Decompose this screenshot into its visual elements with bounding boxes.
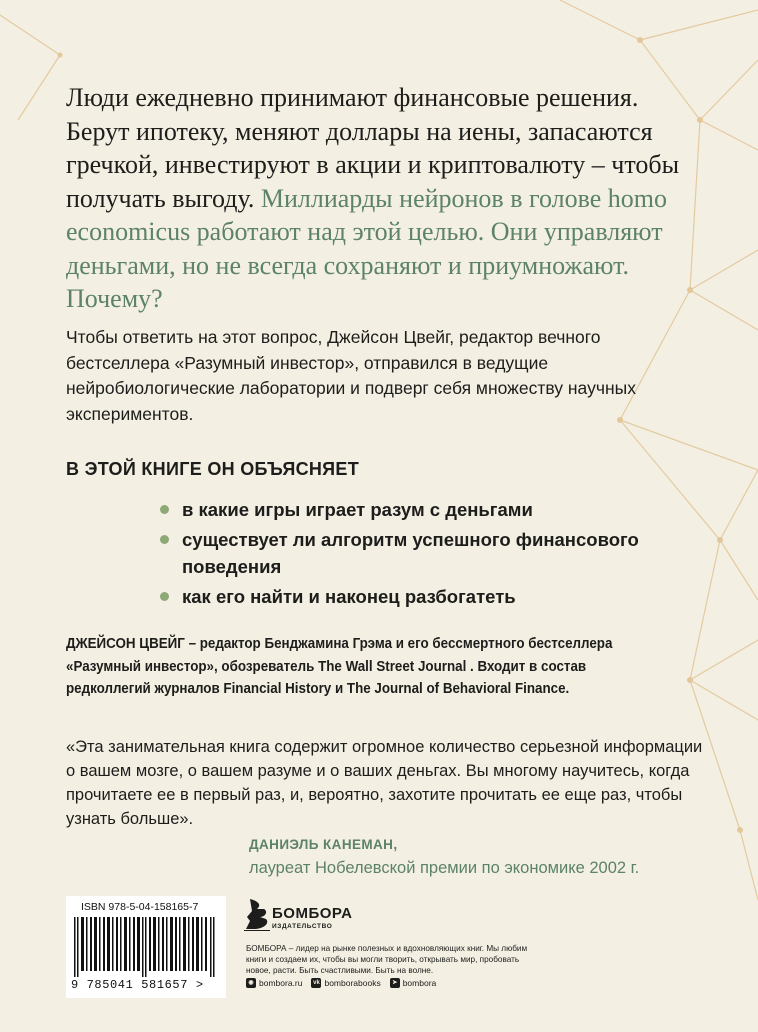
social-telegram[interactable]: ➤ bombora (390, 978, 437, 988)
bullet-dot-icon (160, 505, 169, 514)
social-website[interactable]: ◉ bombora.ru (246, 978, 302, 988)
barcode-digits: 9 785041 581657 > (71, 978, 204, 992)
bullet-item (66, 526, 686, 580)
bullet-item (66, 583, 686, 610)
barcode-bars-icon (74, 917, 218, 977)
isbn-label: ISBN 978-5-04-158165-7 (81, 901, 199, 913)
lead-plain-text: Люди ежедневно принимают финансовые решения. Берут ипотеку, меняют доллары на иены, запасаются гречкой, инвестируют в акции и криптовалюту – чтобы получать выгоду. (66, 83, 680, 213)
isbn-barcode (66, 896, 226, 998)
globe-icon: ◉ (246, 978, 256, 988)
bullet-item (66, 496, 686, 523)
bullet-list (66, 496, 686, 613)
bullet-text: как его найти и наконец разбогатеть (182, 586, 516, 607)
section-heading: В ЭТОЙ КНИГЕ ОН ОБЪЯСНЯЕТ (66, 459, 360, 479)
bombora-logo-icon (244, 897, 270, 931)
publisher-socials (246, 978, 436, 988)
publisher-subtitle: ИЗДАТЕЛЬСТВО (272, 923, 333, 930)
publisher-name: БОМБОРА (272, 905, 353, 922)
bullet-dot-icon (160, 592, 169, 601)
quote-author-role: лауреат Нобелевской премии по экономике 2002 г. (249, 859, 640, 877)
lead-highlight-text: Миллиарды нейронов в голове homo economicus работают над этой целью. Они управляют деньгами, но не всегда сохраняют и приумножают. Почему? (66, 183, 668, 313)
bullet-dot-icon (160, 535, 169, 544)
bullet-text: в какие игры играет разум с деньгами (182, 499, 533, 520)
lead-paragraph (66, 81, 696, 316)
bullet-text: существует ли алгоритм успешного финансового поведения (182, 529, 639, 577)
social-vk[interactable]: vk bomborabooks (313, 978, 381, 988)
review-quote: «Эта занимательная книга содержит огромное количество серьезной информации о вашем мозге, о вашем разуме и о ваших деньгах. Вы многому научитесь, когда прочитаете ее в первый раз, и, вероятно, захотите прочитать ее еще раз, чтобы узнать больше». (66, 738, 703, 828)
telegram-icon: ➤ (390, 978, 400, 988)
intro-paragraph: Чтобы ответить на этот вопрос, Джейсон Цвейг, редактор вечного бестселлера «Разумный инвестор», отправился в ведущие нейробиологические лаборатории и подверг себя множеству научных экспериментов. (66, 327, 636, 424)
author-bio: ДЖЕЙСОН ЦВЕЙГ – редактор Бенджамина Грэма и его бессмертного бестселлера «Разумный инвестор», обозреватель The Wall Street Journal . Входит в состав редколлегий журналов Financial History и The Journal of Behavioral Finance. (66, 636, 613, 697)
publisher-description: БОМБОРА – лидер на рынке полезных и вдохновляющих книг. Мы любим книги и создаем их, чтобы вы могли творить, открывать мир, пробовать новое, расти. Быть счастливыми. Быть на волне. (246, 944, 528, 975)
vk-icon: vk (313, 980, 320, 986)
quote-author: ДАНИЭЛЬ КАНЕМАН, (249, 837, 398, 852)
